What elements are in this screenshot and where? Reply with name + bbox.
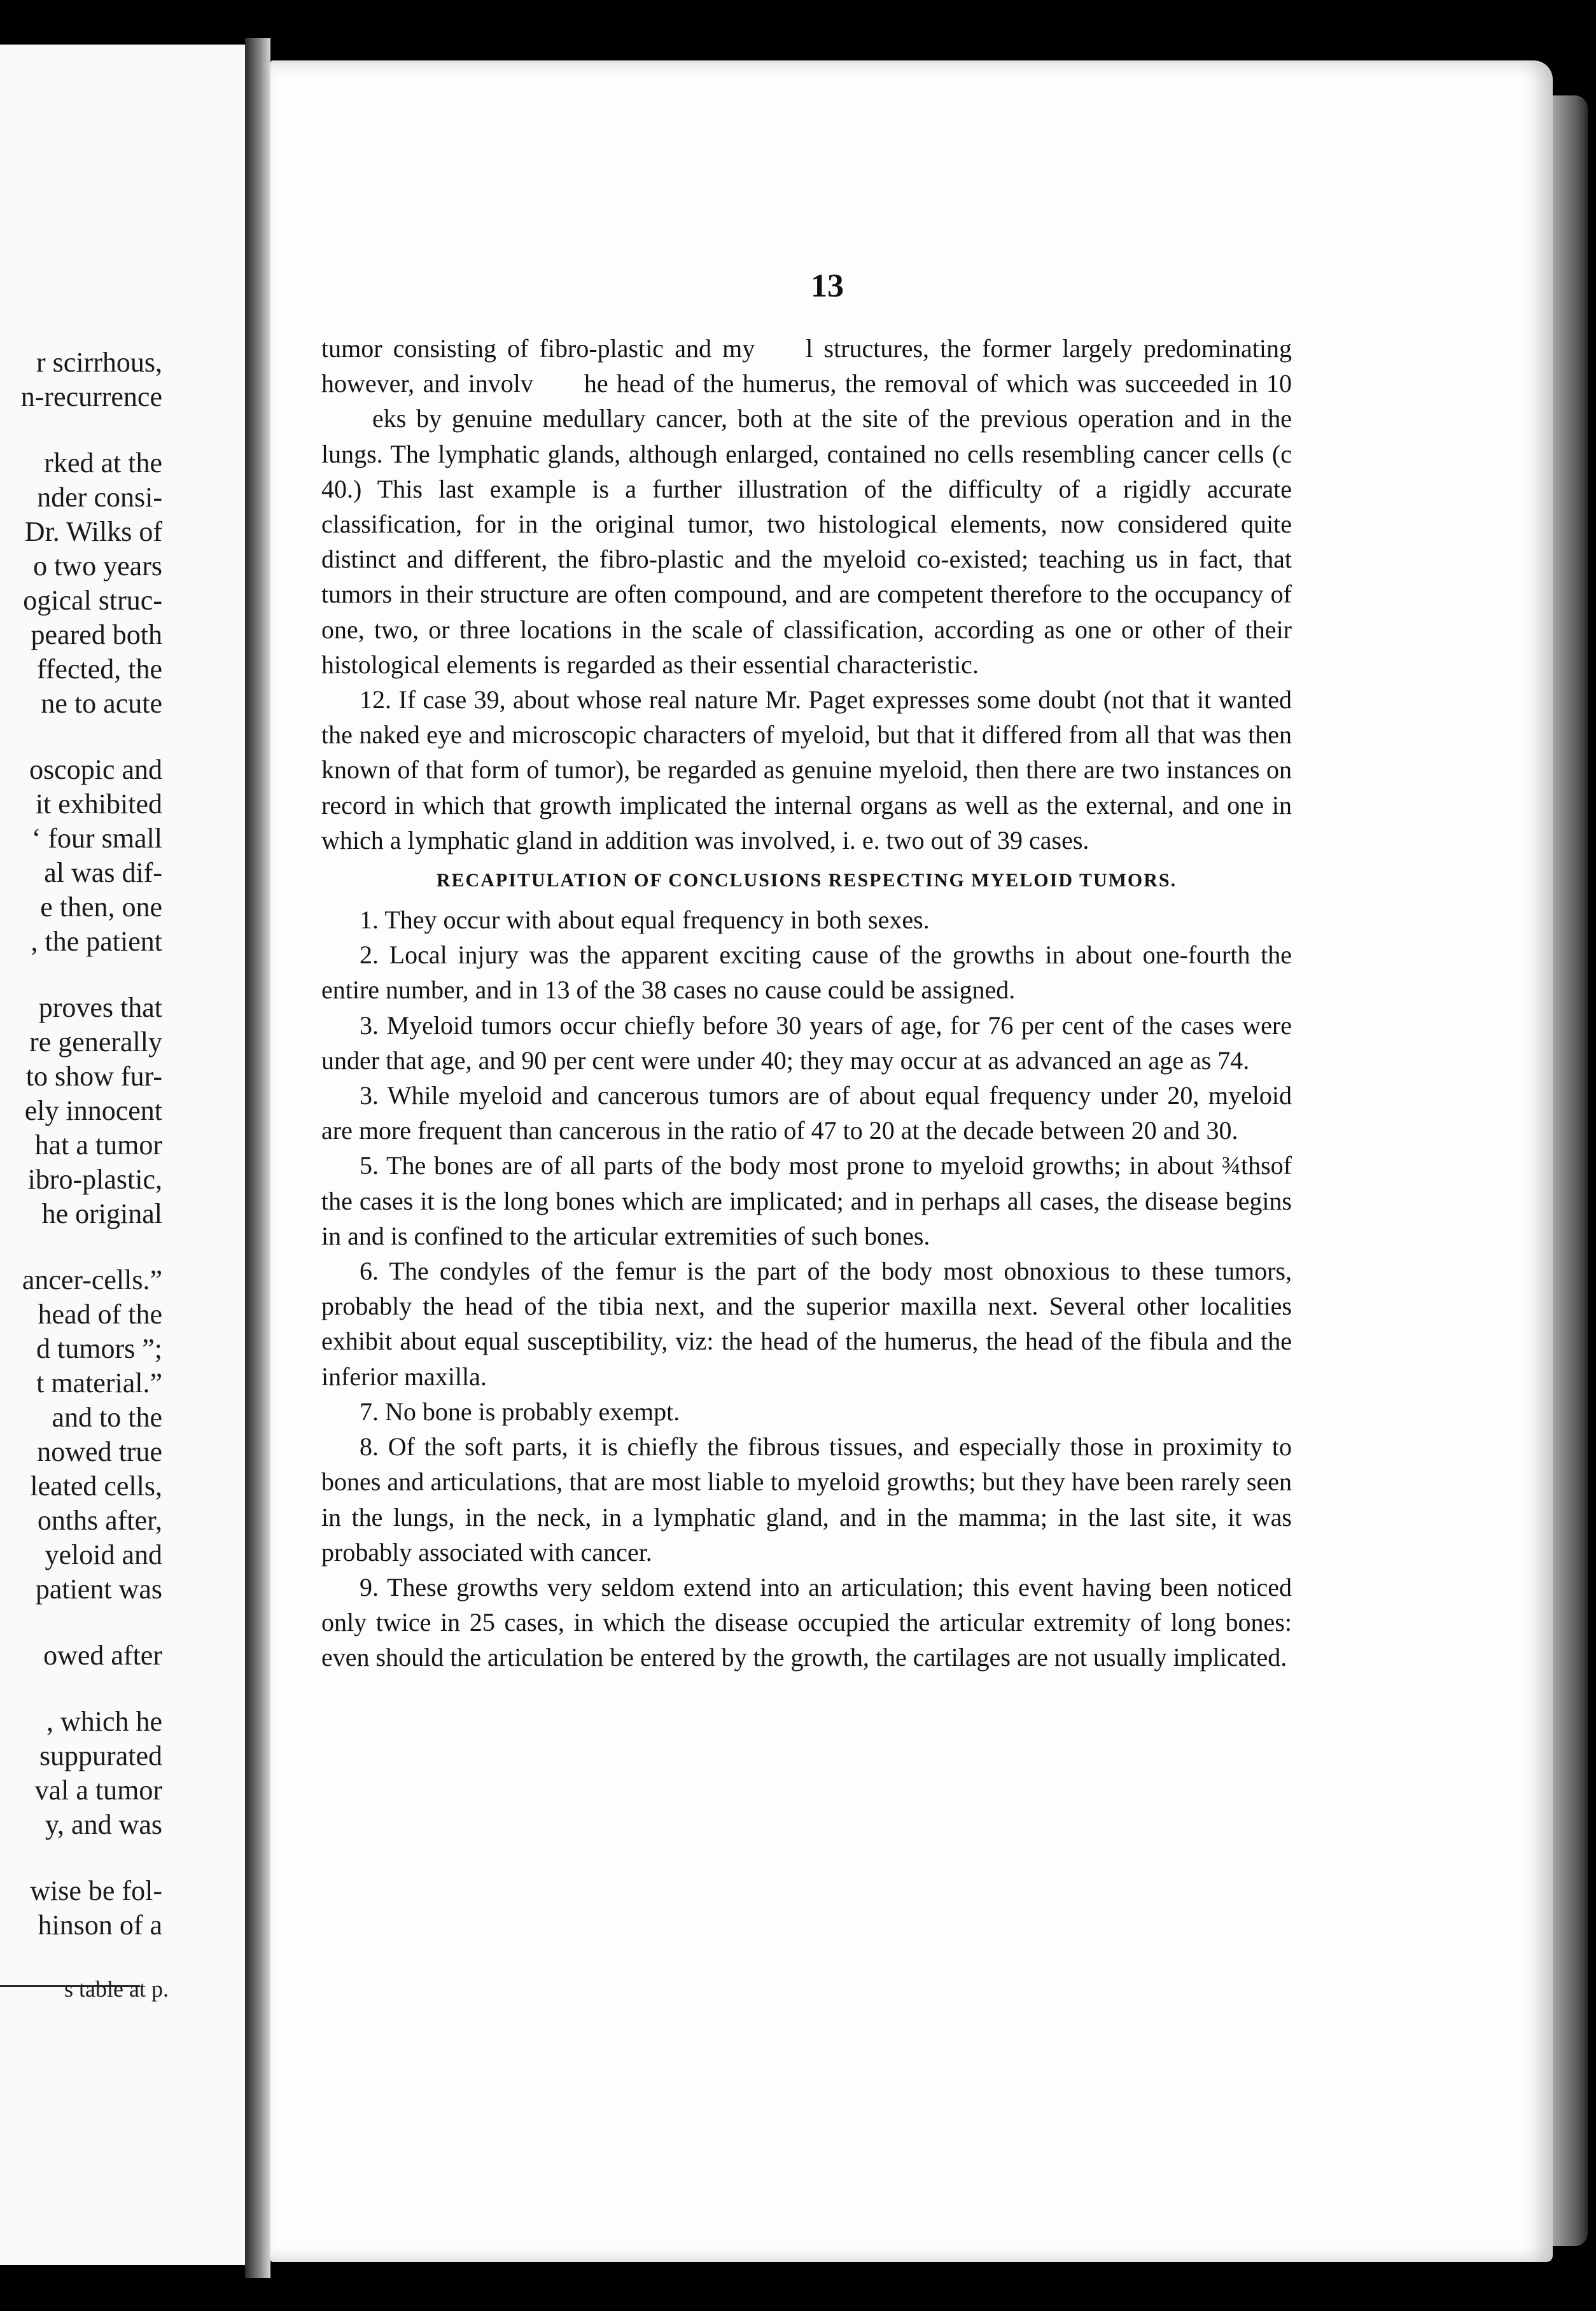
previous-page-line: , the patient bbox=[31, 926, 162, 957]
previous-page-line: d tumors ”; bbox=[36, 1333, 162, 1364]
previous-page-line: hinson of a bbox=[38, 1910, 162, 1941]
previous-page-line: suppurated bbox=[39, 1740, 162, 1771]
paragraph-12: 12. If case 39, about whose real nature Mr. Paget expresses some doubt (not that it wanted the naked eye and microscopic characters of myeloid, but that it differed from all that was then known of that form of tumor), be regarded as genuine myeloid, then there are two instances on record in which that growth implicated the internal organs as well as the external, and one in which a lymphatic gland in addition was involved, i. e. two out of 39 cases. bbox=[321, 685, 1292, 855]
conclusion-item: 2. Local injury was the apparent exciting cause of the growths in about one-fourth the entire number, and in 13 of the 38 cases no cause could be assigned. bbox=[321, 940, 1292, 1005]
previous-page-line: s table at p. bbox=[64, 1976, 169, 2002]
conclusion-item: 5. The bones are of all parts of the body most prone to myeloid growths; in about ¾thsof the cases it is the long bones which are implicated; and in perhaps all cases, the disease begins in and is confined to the articular extremities of such bones. bbox=[321, 1151, 1292, 1250]
paragraph-continuation: tumor consisting of fibro-plastic and my l structures, the former largely predominating however, and involv he head of the humerus, the removal of which was succeeded in 10 eks by genuine medullary cancer, both at the site of the previous operation and in the lungs. The lymphatic glands, although enlarged, contained no cells resembling cancer cells (c 40.) This last example is a further illustration of the difficulty of a rigidly accurate classification, for in the original tumor, two histological elements, now considered quite distinct and different, the fibro-plastic and the myeloid co-existed; teaching us in fact, that tumors in their structure are often compound, and are competent therefore to the occupancy of one, two, or three locations in the scale of classification, according as one or other of their histological elements is regarded as their essential characteristic. bbox=[321, 334, 1292, 679]
previous-page-line: ogical struc- bbox=[23, 585, 162, 616]
previous-page-line: ffected, the bbox=[36, 653, 162, 685]
section-heading: RECAPITULATION OF CONCLUSIONS RESPECTING MYELOID TUMORS. bbox=[436, 870, 1177, 891]
previous-page-line: rked at the bbox=[44, 447, 162, 478]
previous-page bbox=[0, 45, 249, 2265]
previous-page-line: owed after bbox=[43, 1640, 162, 1671]
previous-page-line: val a tumor bbox=[34, 1775, 162, 1806]
page-edge bbox=[1553, 95, 1588, 2246]
previous-page-line: oscopic and bbox=[29, 754, 162, 785]
previous-page-line: y, and was bbox=[45, 1809, 162, 1840]
footnote-rule bbox=[0, 1985, 140, 1987]
page-number: 13 bbox=[811, 268, 844, 304]
previous-page-line: ne to acute bbox=[41, 688, 162, 719]
previous-page-line: ibro-plastic, bbox=[27, 1164, 162, 1195]
previous-page-line: ancer-cells.” bbox=[22, 1264, 162, 1295]
previous-page-line: o two years bbox=[33, 550, 162, 582]
previous-page-line: ‘ four small bbox=[31, 823, 162, 854]
previous-page-line: al was dif- bbox=[44, 857, 162, 888]
previous-page-line: and to the bbox=[52, 1402, 162, 1433]
previous-page-line: he original bbox=[41, 1198, 162, 1229]
book-gutter bbox=[245, 38, 270, 2278]
conclusion-item: 6. The condyles of the femur is the part of the body most obnoxious to these tumors, probably the head of the tibia next, and the superior maxilla next. Several other localities exhibit about equal susceptibility, viz: the head of the humerus, the head of the fibula and the inferior maxilla. bbox=[321, 1257, 1292, 1391]
previous-page-line: , which he bbox=[46, 1706, 162, 1737]
conclusion-item: 9. These growths very seldom extend into an articulation; this event having been noticed only twice in 25 cases, in which the disease occupied the articular extremity of long bones: even should the articulation be entered by the growth, the cartilages are not usually implicated. bbox=[321, 1572, 1292, 1672]
conclusion-item: 1. They occur with about equal frequency in both sexes. bbox=[360, 905, 930, 935]
previous-page-line: head of the bbox=[38, 1299, 162, 1330]
conclusion-item: 3. While myeloid and cancerous tumors are of about equal frequency under 20, myeloid are more frequent than cancerous in the ratio of 47 to 20 at the decade between 20 and 30. bbox=[321, 1081, 1292, 1145]
previous-page-line: leated cells, bbox=[30, 1470, 162, 1502]
body-text bbox=[321, 331, 1292, 1675]
previous-page-line: Dr. Wilks of bbox=[24, 516, 162, 547]
conclusion-item: 7. No bone is probably exempt. bbox=[360, 1397, 680, 1426]
previous-page-line: yeloid and bbox=[45, 1539, 162, 1570]
previous-page-line: r scirrhous, bbox=[36, 347, 162, 378]
conclusion-item: 3. Myeloid tumors occur chiefly before 30 years of age, for 76 per cent of the cases were under that age, and 90 per cent were under 40; they may occur at as advanced an age as 74. bbox=[321, 1010, 1292, 1075]
previous-page-line: re generally bbox=[29, 1026, 162, 1058]
previous-page-line: nder consi- bbox=[37, 482, 162, 513]
previous-page-line: nowed true bbox=[37, 1436, 162, 1467]
previous-page-line: wise be fol- bbox=[30, 1875, 162, 1906]
previous-page-line: e then, one bbox=[40, 891, 162, 923]
previous-page-line: onths after, bbox=[37, 1505, 162, 1536]
previous-page-line: t material.” bbox=[36, 1367, 162, 1399]
previous-page-line: to show fur- bbox=[25, 1061, 162, 1092]
previous-page-line: hat a tumor bbox=[34, 1129, 162, 1161]
previous-page-line: proves that bbox=[38, 992, 162, 1023]
previous-page-line: patient was bbox=[35, 1574, 162, 1605]
previous-page-line: peared both bbox=[31, 619, 162, 650]
conclusion-item: 8. Of the soft parts, it is chiefly the fibrous tissues, and especially those in proximity to bones and articulations, that are most liable to myeloid growths; but they have been rarely seen in the lungs, in the neck, in a lymphatic gland, and in the mamma; in the last site, it was probably associated with cancer. bbox=[321, 1432, 1292, 1567]
previous-page-line: it exhibited bbox=[35, 788, 162, 820]
previous-page-line: ely innocent bbox=[24, 1095, 162, 1126]
previous-page-line: n-recurrence bbox=[20, 381, 162, 412]
